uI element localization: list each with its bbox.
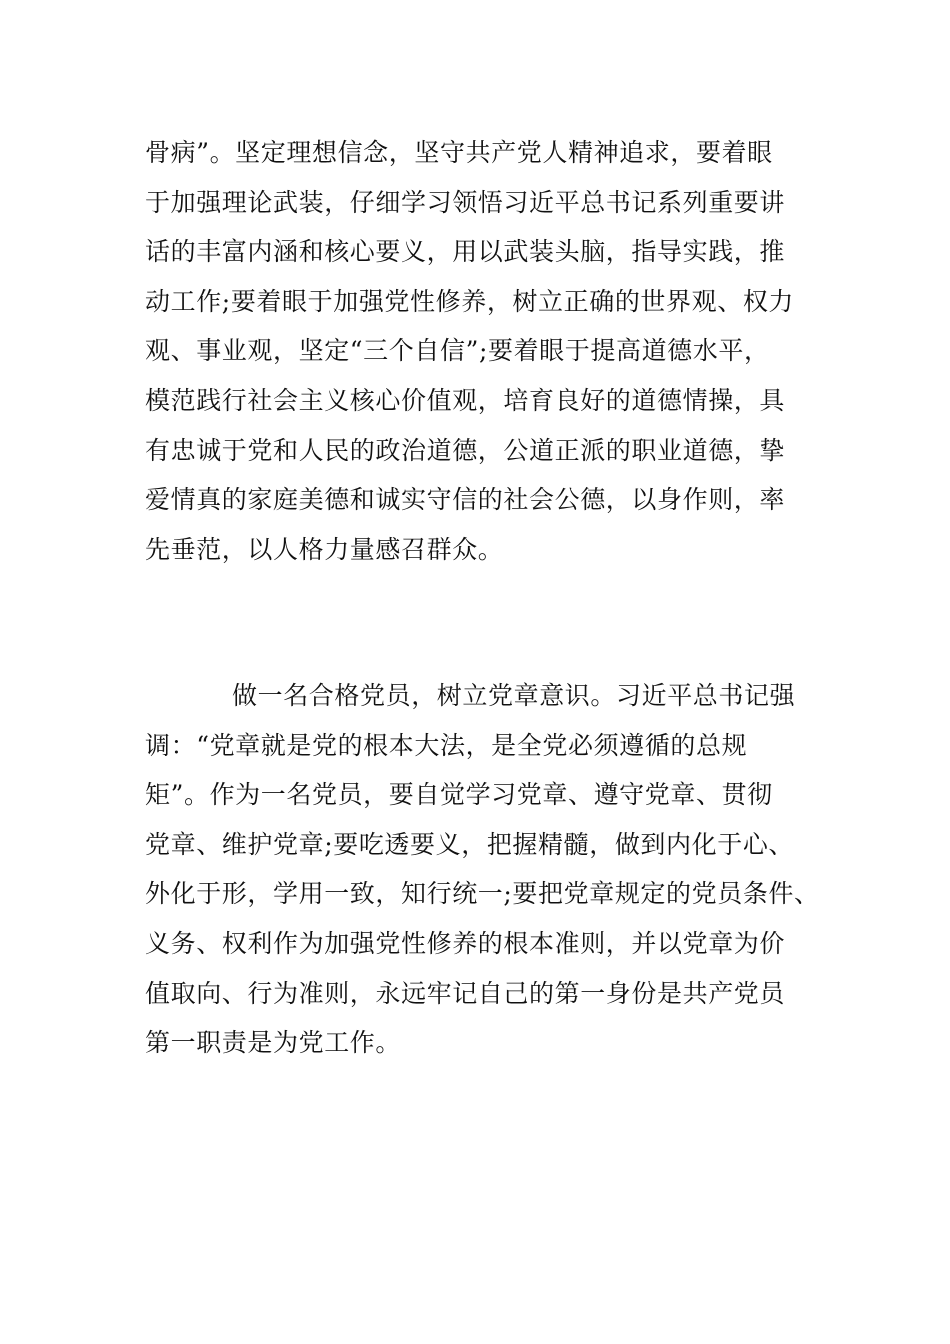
text-line: 动工作;要着眼于加强党性修养，树立正确的世界观、权力 <box>145 286 795 316</box>
text-line: 模范践行社会主义核心价值观，培育良好的道德情操，具 <box>145 385 786 415</box>
text-line: 话的丰富内涵和核心要义，用以武装头脑，指导实践，推 <box>145 237 786 267</box>
paragraph-1 <box>145 128 825 574</box>
text-line: 于加强理论武装，仔细学习领悟习近平总书记系列重要讲 <box>145 187 786 217</box>
text-line: 值取向、行为准则，永远牢记自己的第一身份是共产党员 <box>145 978 786 1008</box>
text-line: 有忠诚于党和人民的政治道德，公道正派的职业道德，挚 <box>145 435 786 465</box>
paragraph-2 <box>145 671 825 1068</box>
text-line: 做一名合格党员，树立党章意识。习近平总书记强 <box>232 681 796 710</box>
text-line: 爱情真的家庭美德和诚实守信的社会公德，以身作则，率 <box>145 485 786 515</box>
text-line: 观、事业观，坚定“三个自信”;要着眼于提高道德水平， <box>145 336 770 366</box>
text-line: 骨病”。坚定理想信念，坚守共产党人精神追求，要着眼 <box>145 138 773 167</box>
text-line: 外化于形，学用一致，知行统一;要把党章规定的党员条件、 <box>145 879 820 909</box>
text-line: 义务、权利作为加强党性修养的根本准则，并以党章为价 <box>145 928 786 958</box>
text-line: 矩”。作为一名党员，要自觉学习党章、遵守党章、贯彻 <box>145 780 773 810</box>
text-line: 第一职责是为党工作。 <box>145 1028 402 1058</box>
text-line: 调：“党章就是党的根本大法，是全党必须遵循的总规 <box>145 730 748 760</box>
text-line: 党章、维护党章;要吃透要义，把握精髓，做到内化于心、 <box>145 829 795 859</box>
text-line: 先垂范，以人格力量感召群众。 <box>145 534 504 564</box>
